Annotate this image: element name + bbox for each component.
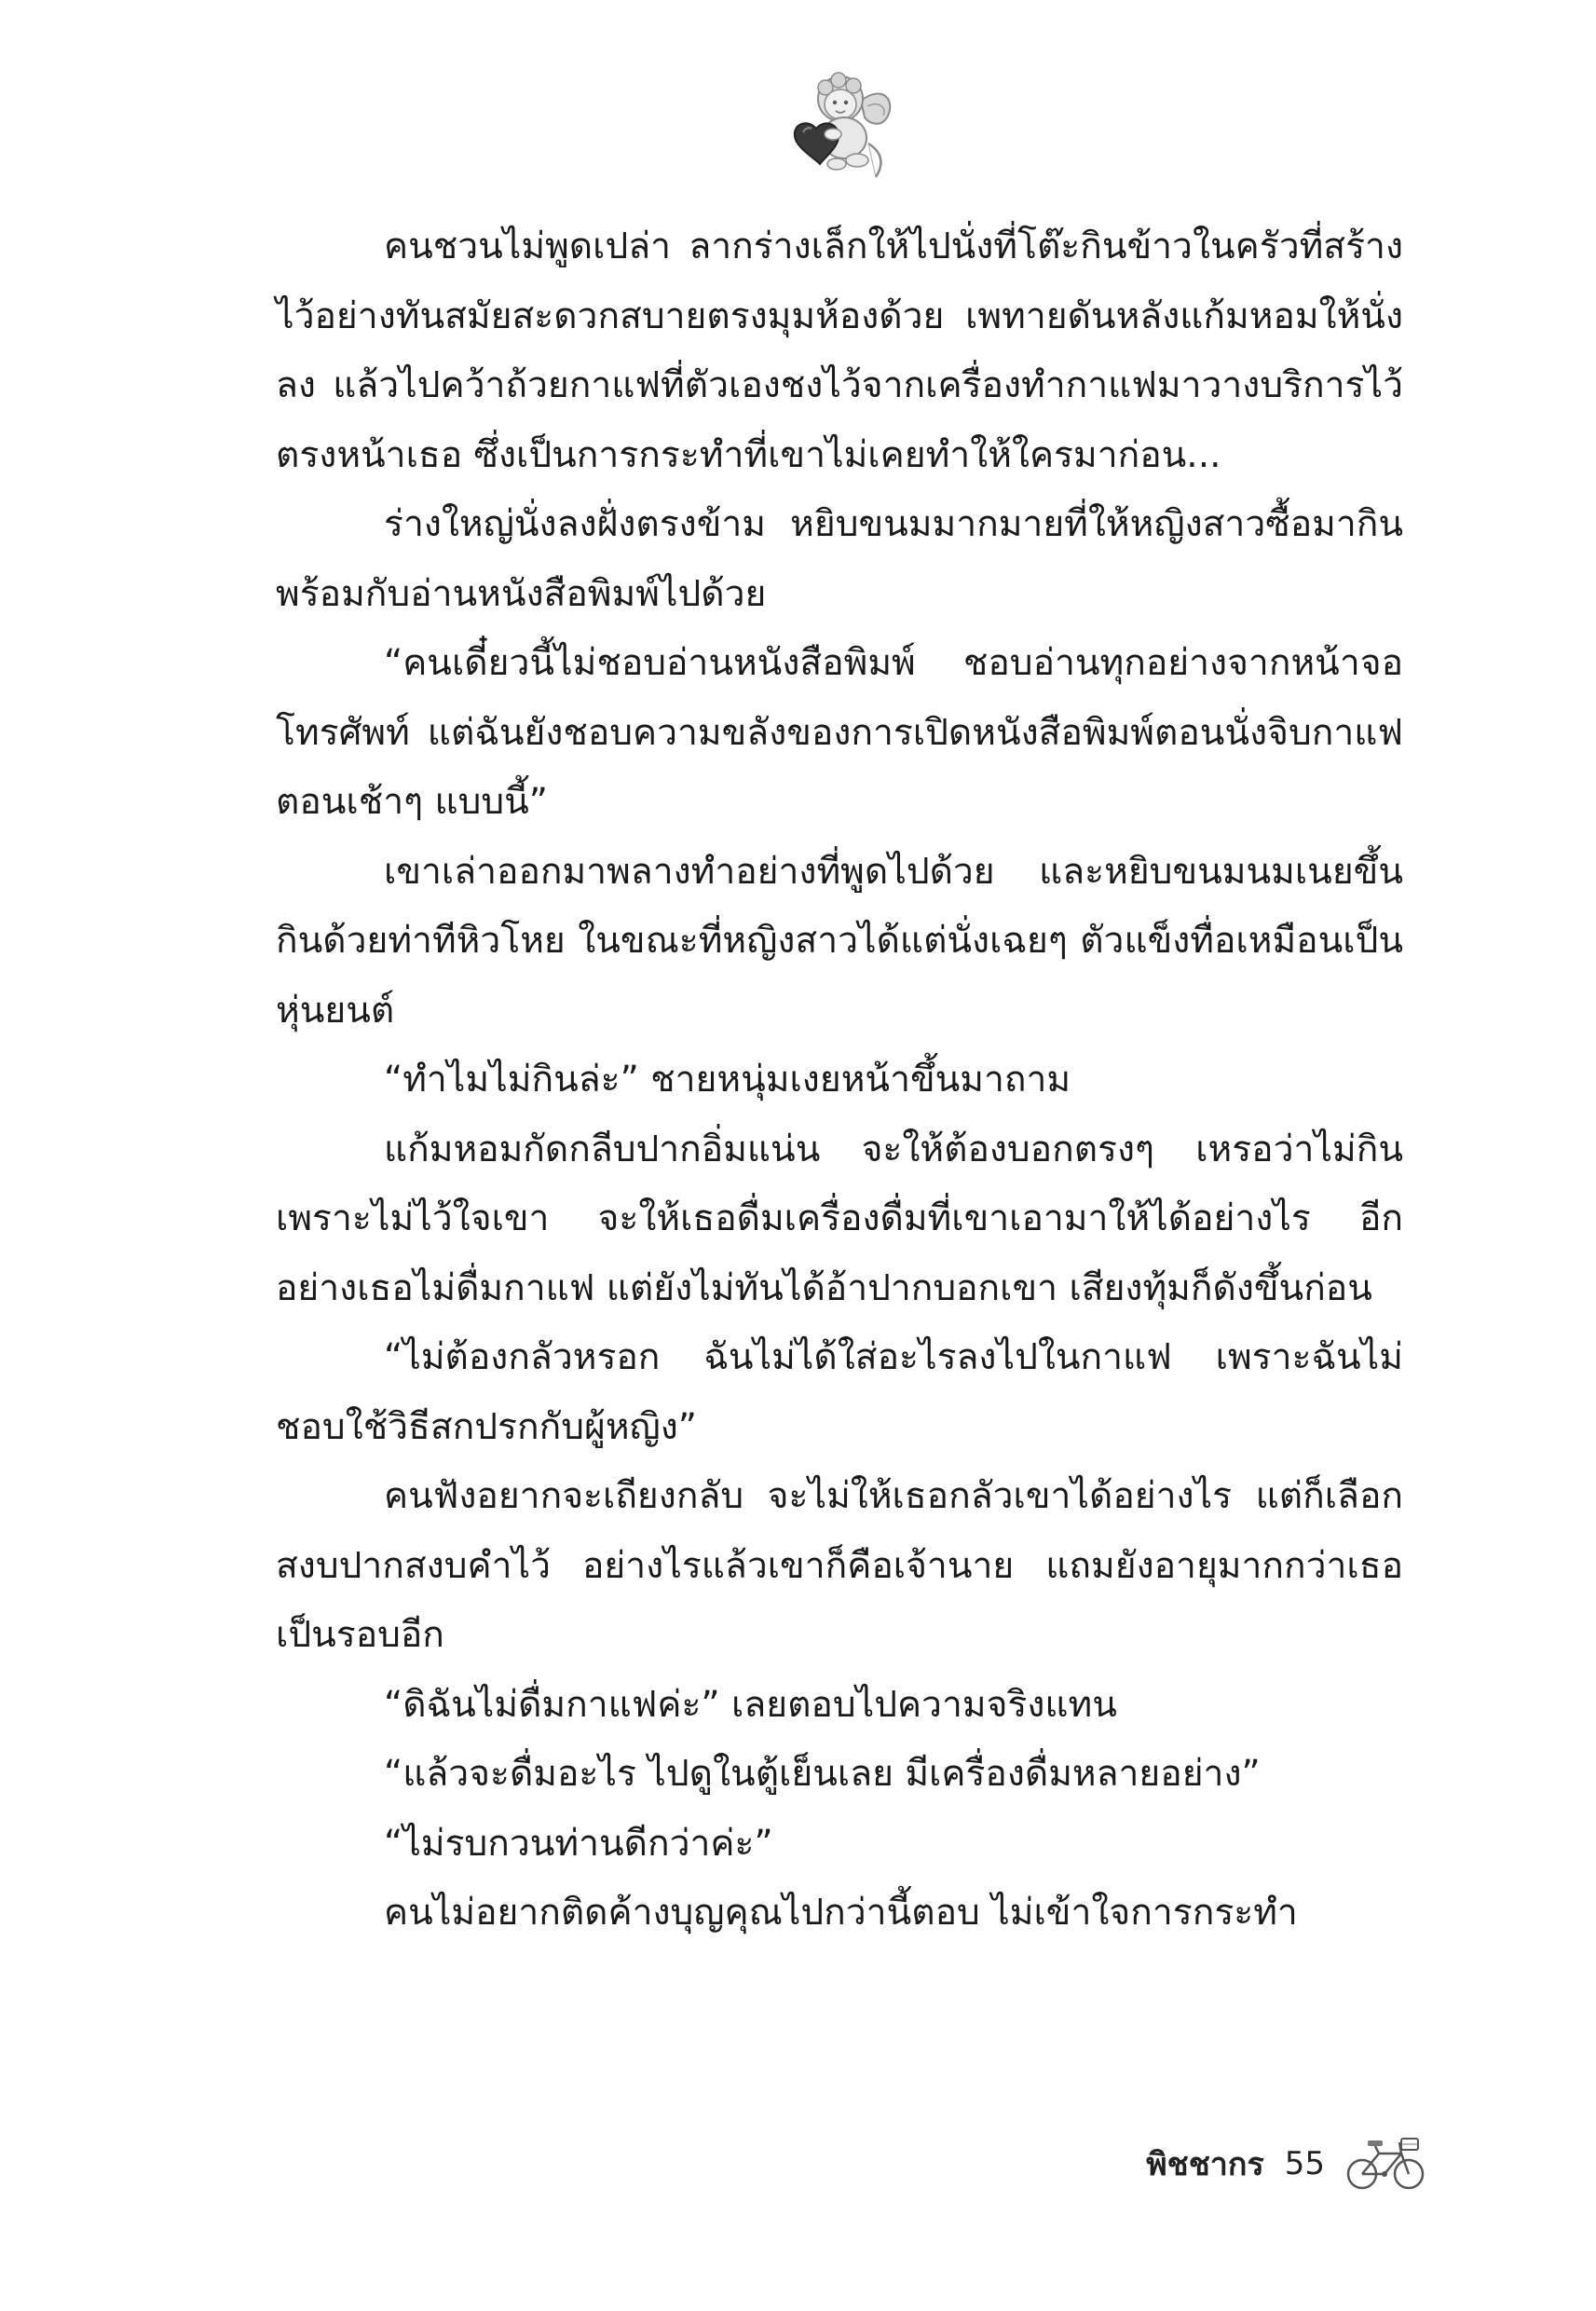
paragraph: แก้มหอมกัดกลีบปากอิ่มแน่น จะให้ต้องบอกตรงๆ เหรอว่าไม่กินเพราะไม่ไว้ใจเขา จะให้เธอดื่มเครื่องดื่มที่เขาเอามาให้ได้อย่างไร อีกอย่างเธอไม่ดื่มกาแฟ แต่ยังไม่ทันได้อ้าปากบอกเขา เสียงทุ้มก็ดังขึ้นก่อน [276,1128,1403,1309]
paragraph: “แล้วจะดื่มอะไร ไปดูในตู้เย็นเลย มีเครื่องดื่มหลายอย่าง” [384,1753,1261,1795]
paragraph: คนชวนไม่พูดเปล่า ลากร่างเล็กให้ไปนั่งที่โต๊ะกินข้าวในครัวที่สร้างไว้อย่างทันสมัยสะดวกสบายตรงมุมห้องด้วย เพทายดันหลังแก้มหอมให้นั่งลง แล้วไปคว้าถ้วยกาแฟที่ตัวเองชงไว้จากเครื่องทำกาแฟมาวางบริการไว้ตรงหน้าเธอ ซึ่งเป็นการกระทำที่เขาไม่เคยทำให้ใครมาก่อน... [276,226,1403,476]
cherub-heart-icon [779,63,900,185]
paragraph: “คนเดี๋ยวนี้ไม่ชอบอ่านหนังสือพิมพ์ ชอบอ่านทุกอย่างจากหน้าจอโทรศัพท์ แต่ฉันยังชอบความขลังของการเปิดหนังสือพิมพ์ตอนนั่งจิบกาแฟตอนเช้าๆ แบบนี้” [276,642,1403,823]
bicycle-icon [1345,2135,1425,2193]
body-text [276,212,1403,1949]
paragraph: “ดิฉันไม่ดื่มกาแฟค่ะ” เลยตอบไปความจริงแทน [384,1683,1117,1726]
paragraph: เขาเล่าออกมาพลางทำอย่างที่พูดไปด้วย และหยิบขนมนมเนยขึ้นกินด้วยท่าทีหิวโหย ในขณะที่หญิงสาวได้แต่นั่งเฉยๆ ตัวแข็งทื่อเหมือนเป็นหุ่นยนต์ [276,850,1403,1032]
paragraph: “ทำไมไม่กินล่ะ” ชายหนุ่มเงยหน้าขึ้นมาถาม [384,1059,1071,1101]
paragraph: “ไม่ต้องกลัวหรอก ฉันไม่ได้ใส่อะไรลงไปในกาแฟ เพราะฉันไม่ชอบใช้วิธีสกปรกกับผู้หญิง” [276,1336,1403,1448]
paragraph: ร่างใหญ่นั่งลงฝั่งตรงข้าม หยิบขนมมากมายที่ให้หญิงสาวซื้อมากินพร้อมกับอ่านหนังสือพิมพ์ไปด้วย [276,503,1403,615]
page-number: 55 [1284,2145,1325,2182]
paragraph: คนฟังอยากจะเถียงกลับ จะไม่ให้เธอกลัวเขาได้อย่างไร แต่ก็เลือกสงบปากสงบคำไว้ อย่างไรแล้วเขาก็คือเจ้านาย แถมยังอายุมากกว่าเธอเป็นรอบอีก [276,1475,1403,1656]
paragraph: คนไม่อยากติดค้างบุญคุณไปกว่านี้ตอบ ไม่เข้าใจการกระทำ [384,1892,1298,1934]
footer-author: พิชชากร [1146,2146,1264,2183]
page-footer [1071,2126,1425,2201]
paragraph: “ไม่รบกวนท่านดีกว่าค่ะ” [384,1822,773,1865]
